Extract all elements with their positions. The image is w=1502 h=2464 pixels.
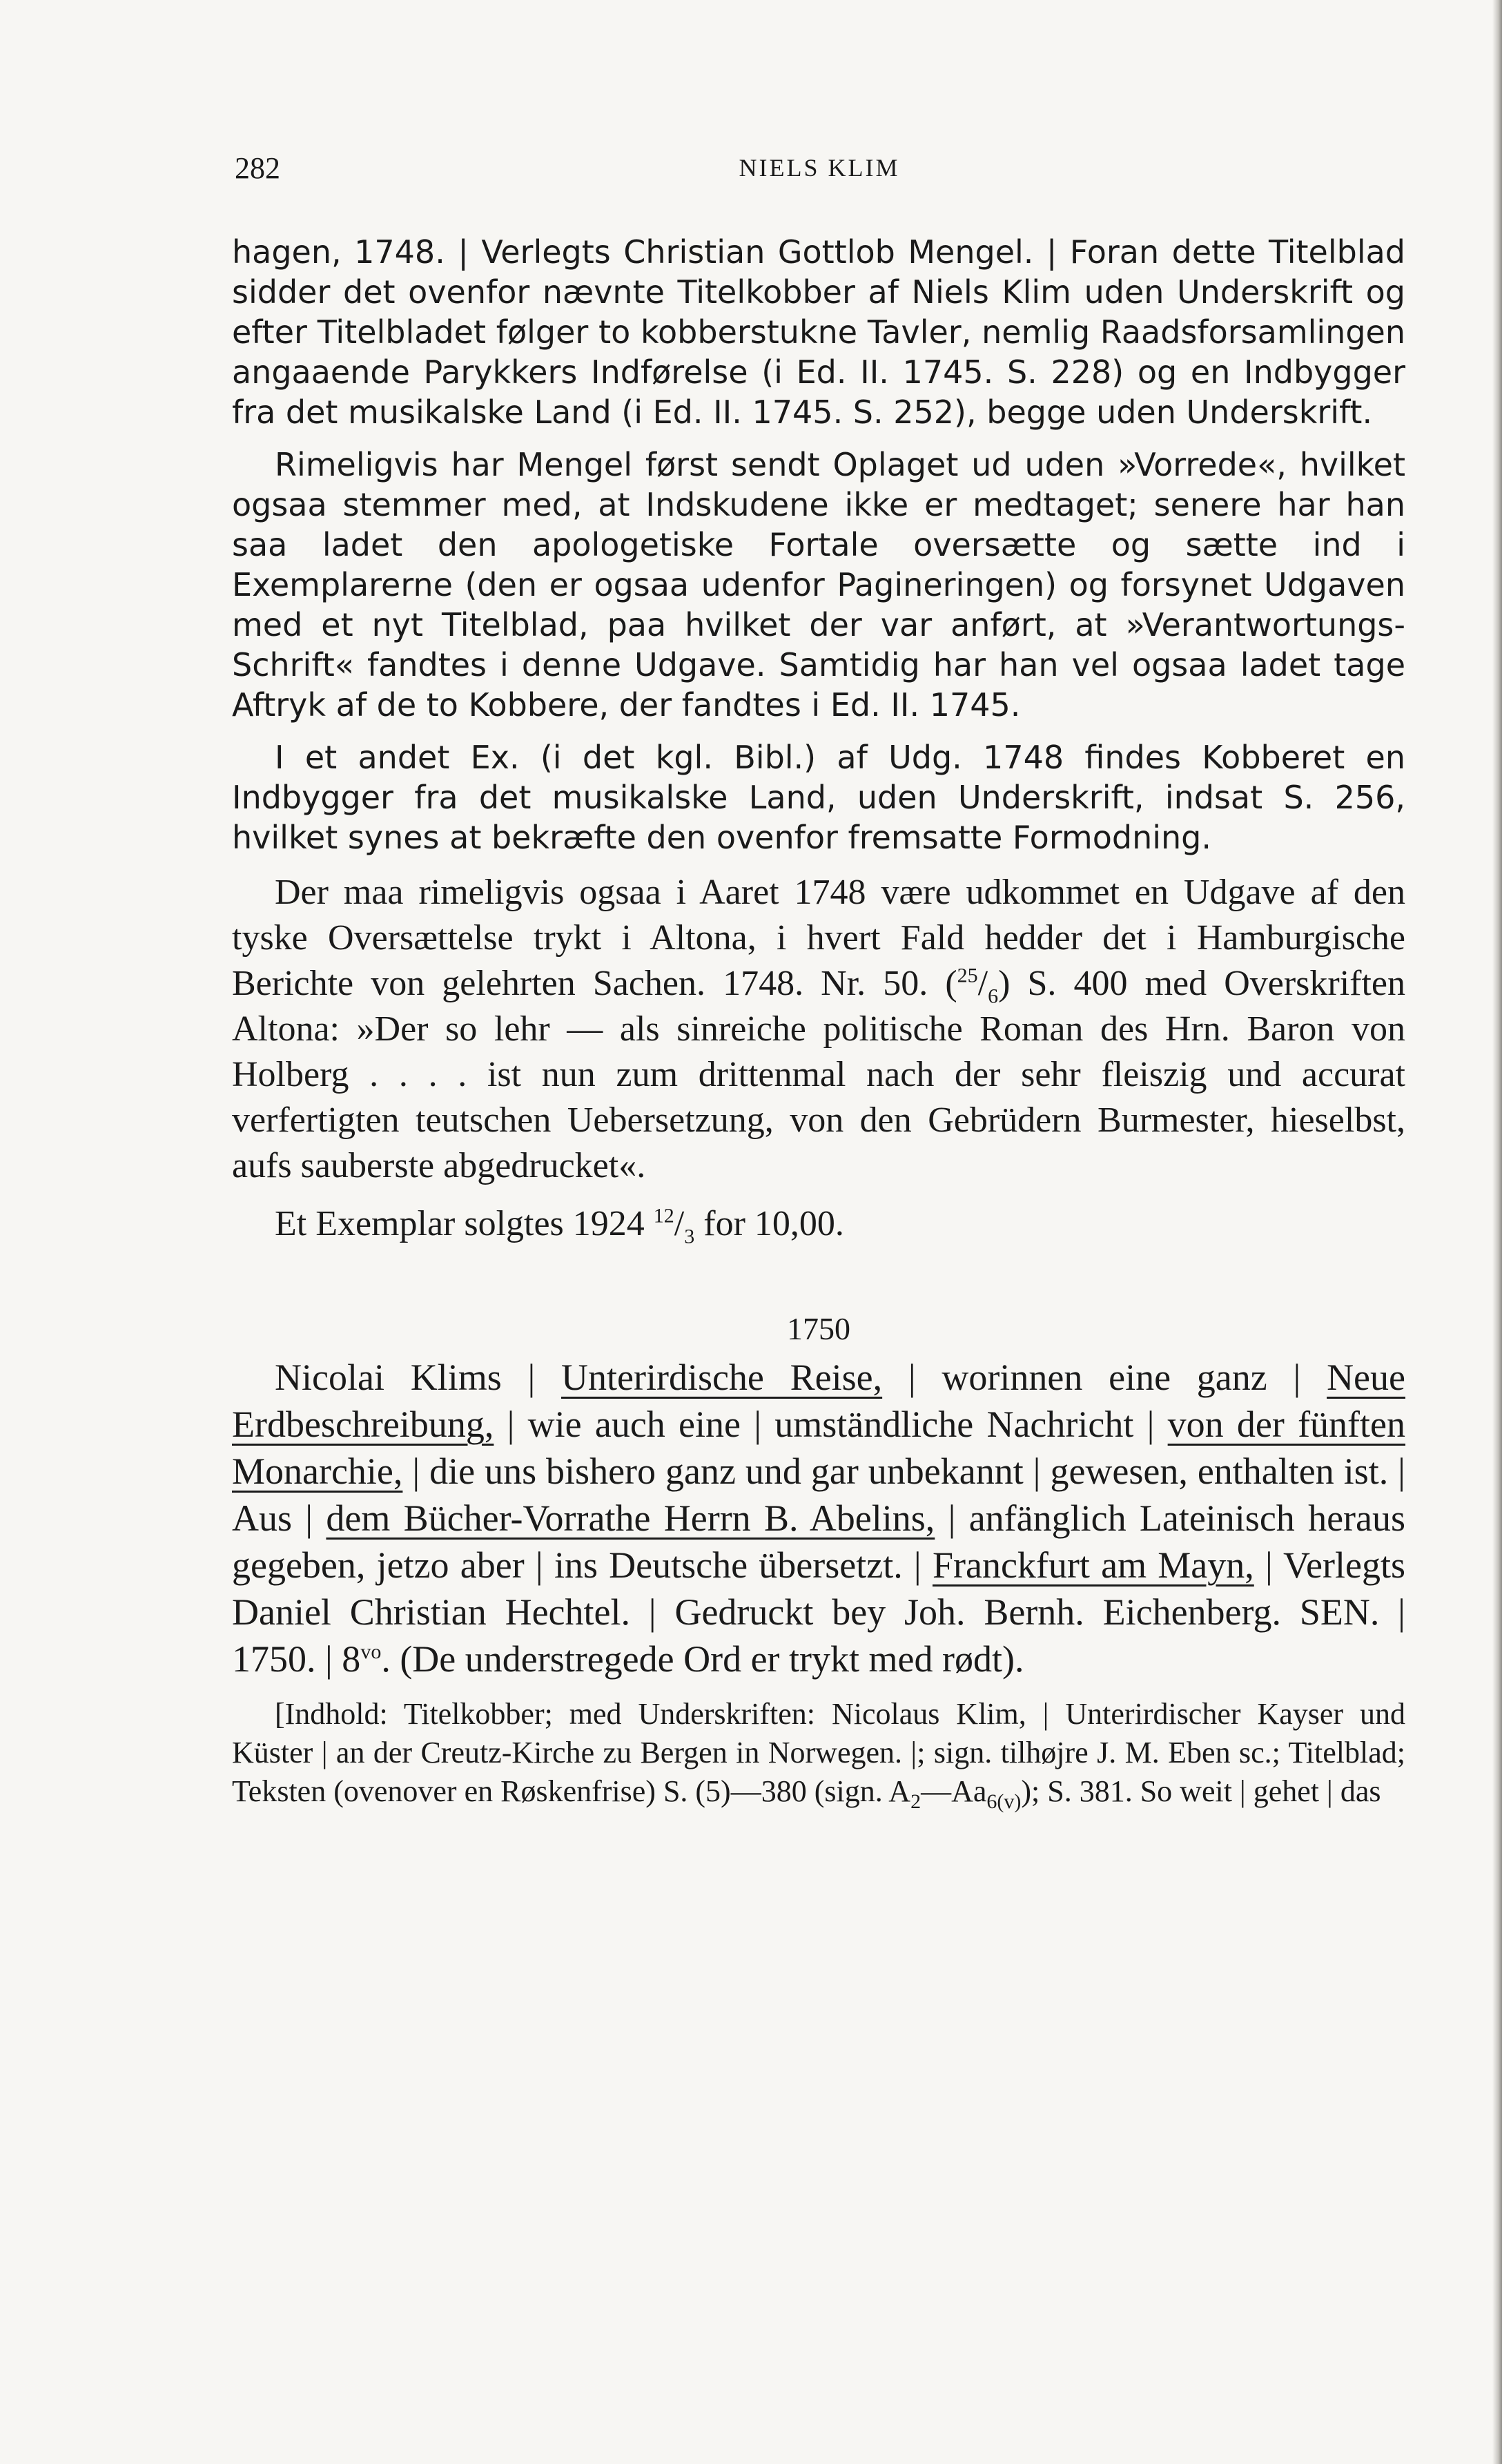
running-title: NIELS KLIM <box>739 154 900 182</box>
scan-edge <box>1492 0 1502 2464</box>
page-body <box>232 232 1405 1811</box>
paragraph-altona: Der maa rimeligvis ogsaa i Aaret 1748 være udkommet en Udgave af den tyske Oversættelse trykt i Altona, i hvert Fald hedder det i Hamburgische Berichte von gelehrten Sachen. 1748. Nr. 50. $(^{25}/_6)$ S. 400 med Overskriften Altona: »Der so lehr — als sinreiche politische Roman des Hrn. Baron von Holberg . . . . ist nun zum drittenmal nach der sehr fleiszig und accurat verfertigten teutschen Uebersetzung, von den Gebrüdern Burmester, hieselbst, aufs sauberste abgedrucket«. <box>232 873 1406 1185</box>
paragraph-other-copy: I et andet Ex. (i det kgl. Bibl.) af Udg. 1748 findes Kobberet en Indbygger fra det musikalske Land, uden Underskrift, indsat S. 256, hvilket synes at bekræfte den ovenfor fremsatte Formodning. <box>232 739 1405 856</box>
note-text: [Indhold: Titelkobber; med Underskriften: Nicolaus Klim, | Unterirdischer Kayser und Küster | an der Creutz-Kirche zu Bergen in Norwegen. |; sign. tilhøjre J. M. Eben sc.; Titelblad; Teksten (ovenover en Røskenfrise) S. (5)—380 (sign. $A_2—Aa_{6(v)}$); S. 381. So weit | gehet | das <box>232 1697 1405 1813</box>
underlined-imprint: Franckfurt am Mayn, <box>932 1544 1254 1586</box>
bibliographic-entry <box>232 1354 1405 1682</box>
underlined-title-4: dem Bücher-Vorrathe Herrn B. Abelins, <box>326 1497 935 1539</box>
underlined-title-2: Neue Erdbeschreibung, <box>232 1357 1405 1445</box>
year-heading: 1750 <box>787 1311 850 1346</box>
underlined-title-1: Unterirdische Reise, <box>561 1357 883 1398</box>
contents-note <box>232 1695 1405 1811</box>
paragraph-sale: Et Exemplar solgtes 1924 $^{12}/_3$ for 10,00. <box>275 1204 844 1248</box>
paragraph-continuation: hagen, 1748. | Verlegts Christian Gottlob Mengel. | Foran dette Titelblad sidder det ovenfor nævnte Titelkobber af Niels Klim uden Underskrift og efter Titelbladet følger to kobberstukne Tavler, nemlig Raadsforsamlingen angaaende Parykkers Indførelse (i Ed. II. 1745. S. 228) og en Indbygger fra det musikalske Land (i Ed. II. 1745. S. 252), begge uden Underskrift. <box>232 233 1405 431</box>
page-header <box>235 151 1404 192</box>
entry-text: Nicolai Klims | Unterirdische Reise, | worinnen eine ganz | Neue Erdbeschreibung, | wie auch eine | umständliche Nachricht | von der fünften Monarchie, | die uns bishero ganz und gar unbekannt | gewesen, enthalten ist. | Aus | dem Bücher-Vorrathe Herrn B. Abelins, | anfänglich Lateinisch heraus gegeben, jetzo aber | ins Deutsche übersetzt. | Franckfurt am Mayn, | Verlegts Daniel Christian Hechtel. | Gedruckt bey Joh. Bernh. Eichenberg. SEN. | 1750. | $8^{vo}$. (De understregede Ord er trykt med rødt). <box>232 1357 1406 1680</box>
paragraph-mengel: Rimeligvis har Mengel først sendt Oplaget ud uden »Vorrede«, hvilket ogsaa stemmer med, at Indskudene ikke er medtaget; senere har han saa ladet den apologetiske Fortale oversætte og sætte ind i Exemplarerne (den er ogsaa udenfor Pagineringen) og forsynet Udgaven med et nyt Titelblad, paa hvilket der var anført, at »Verantwortungs-Schrift« fandtes i denne Udgave. Samtidig har han vel ogsaa ladet tage Aftryk af de to Kobbere, der fandtes i Ed. II. 1745. <box>232 446 1405 724</box>
page-number: 282 <box>235 151 280 185</box>
underlined-title-3: von der fünften Monarchie, <box>232 1404 1406 1492</box>
